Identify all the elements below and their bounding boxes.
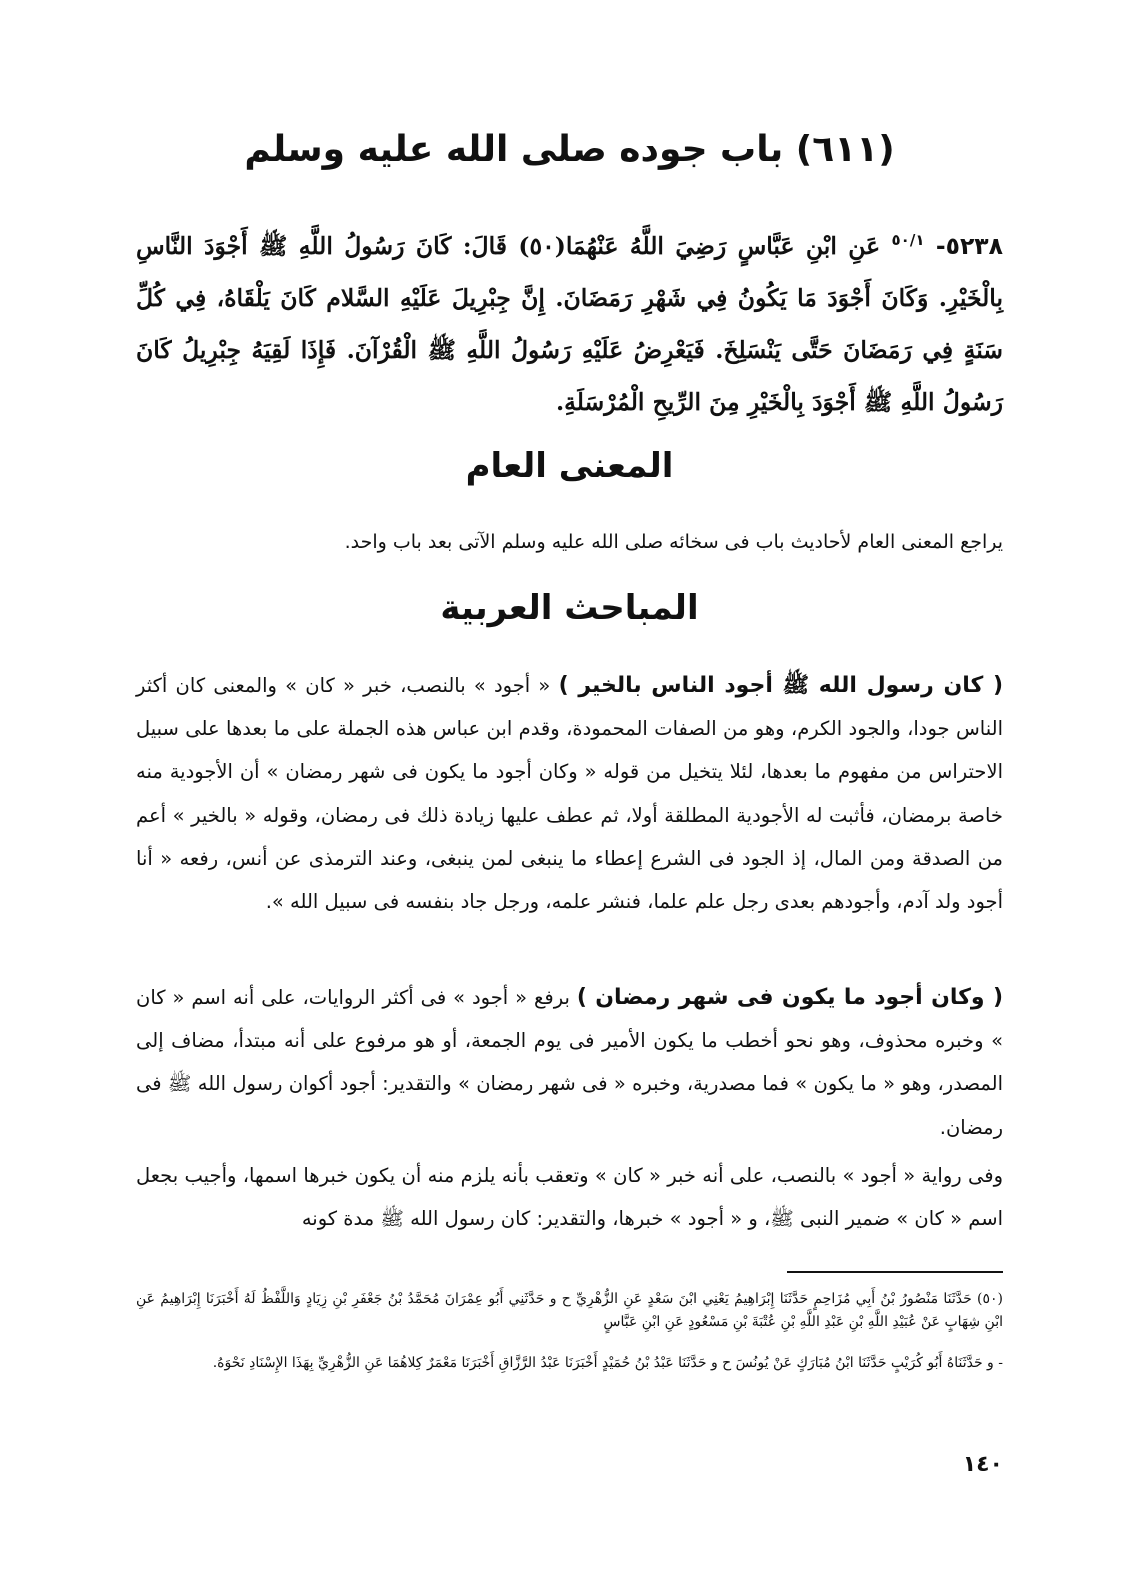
- arabic-studies-paragraph-3: وفى رواية « أجود » بالنصب، على أنه خبر « كان » وتعقب بأنه يلزم منه أن يكون خبرها اسمها، وأجيب بجعل اسم « كان » ضمير النبى ﷺ، و « أجود » خبرها، والتقدير: كان رسول الله ﷺ مدة كونه: [136, 1164, 1003, 1231]
- page-number: ١٤٠: [962, 1452, 1003, 1477]
- section-title-general-meaning: المعنى العام: [465, 446, 674, 486]
- footnote-2: - و حَدَّثَنَاهُ أَبُو كُرَيْبٍ حَدَّثَنَا ابْنُ مُبَارَكٍ عَنْ يُونُسَ ح و حَدَّثَنَا عَبْدُ بْنُ حُمَيْدٍ أَخْبَرَنَا عَبْدُ الرَّزَّاقِ أَخْبَرَنَا مَعْمَرٌ كِلاهُمَا عَنِ الزُّهْرِيِّ بِهَذَا الإِسْنَادِ نَحْوَهُ.: [212, 1355, 1003, 1371]
- paragraph-1-text: « أجود » بالنصب، خبر « كان » والمعنى كان أكثر الناس جودا، والجود الكرم، وهو من الصفات المحمودة، وقدم ابن عباس هذه الجملة على ما بعدها على سبيل الاحتراس من مفهوم ما بعدها، لئلا يتخيل من قوله « وكان أجود ما يكون فى شهر رمضان » أن الأجودية منه خاصة برمضان، فأثبت له الأجودية المطلقة أولا، ثم عطف عليها زيادة ذلك فى رمضان، وقوله « بالخير » أعم من الصدقة ومن المال، إذ الجود فى الشرع إعطاء ما ينبغى لمن ينبغى، وعند الترمذى عن أنس، رفعه « أنا أجود ولد آدم، وأجودهم بعدى رجل علم علما، فنشر علمه، ورجل جاد بنفسه فى سبيل الله ».: [136, 674, 1003, 914]
- section-title-arabic-studies: المباحث العربية: [440, 588, 699, 628]
- footnote-divider: [787, 1271, 1003, 1273]
- paragraph-2-key-phrase: ( وكان أجود ما يكون فى شهر رمضان ): [576, 985, 1004, 1010]
- paragraph-1-key-phrase: ( كان رسول الله ﷺ أجود الناس بالخير ): [558, 673, 1003, 698]
- arabic-studies-paragraph-2: [136, 976, 1003, 1149]
- hadith-sub-number: ٥٠/١: [891, 231, 925, 249]
- hadith-text: [136, 214, 1003, 428]
- footnote-1: (٥٠) حَدَّثَنَا مَنْصُورُ بْنُ أَبِي مُزَاحِمٍ حَدَّثَنَا إِبْرَاهِيمُ يَعْنِي ابْنَ سَعْدٍ عَنِ الزُّهْرِيِّ ح و حَدَّثَنِي أَبُو عِمْرَانَ مُحَمَّدُ بْنُ جَعْفَرِ بْنِ زِيَادٍ وَاللَّفْظُ لَهُ أَخْبَرَنَا إِبْرَاهِيمُ عَنِ ابْنِ شِهَابٍ عَنْ عُبَيْدِ اللَّهِ بْنِ عَبْدِ اللَّهِ بْنِ عُتْبَةَ بْنِ مَسْعُودٍ عَنِ ابْنِ عَبَّاسٍ: [136, 1291, 1003, 1330]
- hadith-body: عَنِ ابْنِ عَبَّاسٍ رَضِيَ اللَّهُ عَنْهُمَا(٥٠) قَالَ: كَانَ رَسُولُ اللَّهِ ﷺ أَجْوَدَ النَّاسِ بِالْخَيْرِ. وَكَانَ أَجْوَدَ مَا يَكُونُ فِي شَهْرِ رَمَضَانَ. إِنَّ جِبْرِيلَ عَلَيْهِ السَّلام كَانَ يَلْقَاهُ، فِي كُلِّ سَنَةٍ فِي رَمَضَانَ حَتَّى يَنْسَلِخَ. فَيَعْرِضُ عَلَيْهِ رَسُولُ اللَّهِ ﷺ الْقُرْآنَ. فَإِذَا لَقِيَهُ جِبْرِيلُ كَانَ رَسُولُ اللَّهِ ﷺ أَجْوَدَ بِالْخَيْرِ مِنَ الرِّيحِ الْمُرْسَلَةِ.: [136, 231, 1003, 416]
- paragraph-2-text: برفع « أجود » فى أكثر الروايات، على أنه اسم « كان » وخبره محذوف، وهو نحو أخطب ما يكون الأمير فى يوم الجمعة، أو هو مرفوع على أنه مبتدأ، مضاف إلى المصدر، وهو « ما يكون » فما مصدرية، وخبره « فى شهر رمضان » والتقدير: أجود أكوان رسول الله ﷺ فى رمضان.: [136, 986, 1003, 1139]
- general-meaning-text: يراجع المعنى العام لأحاديث باب فى سخائه صلى الله عليه وسلم الآتى بعد باب واحد.: [344, 531, 1003, 553]
- chapter-title: (٦١١) باب جوده صلى الله عليه وسلم: [244, 129, 895, 170]
- hadith-number: ٥٢٣٨-: [935, 231, 1003, 260]
- arabic-studies-paragraph-1: [136, 664, 1003, 923]
